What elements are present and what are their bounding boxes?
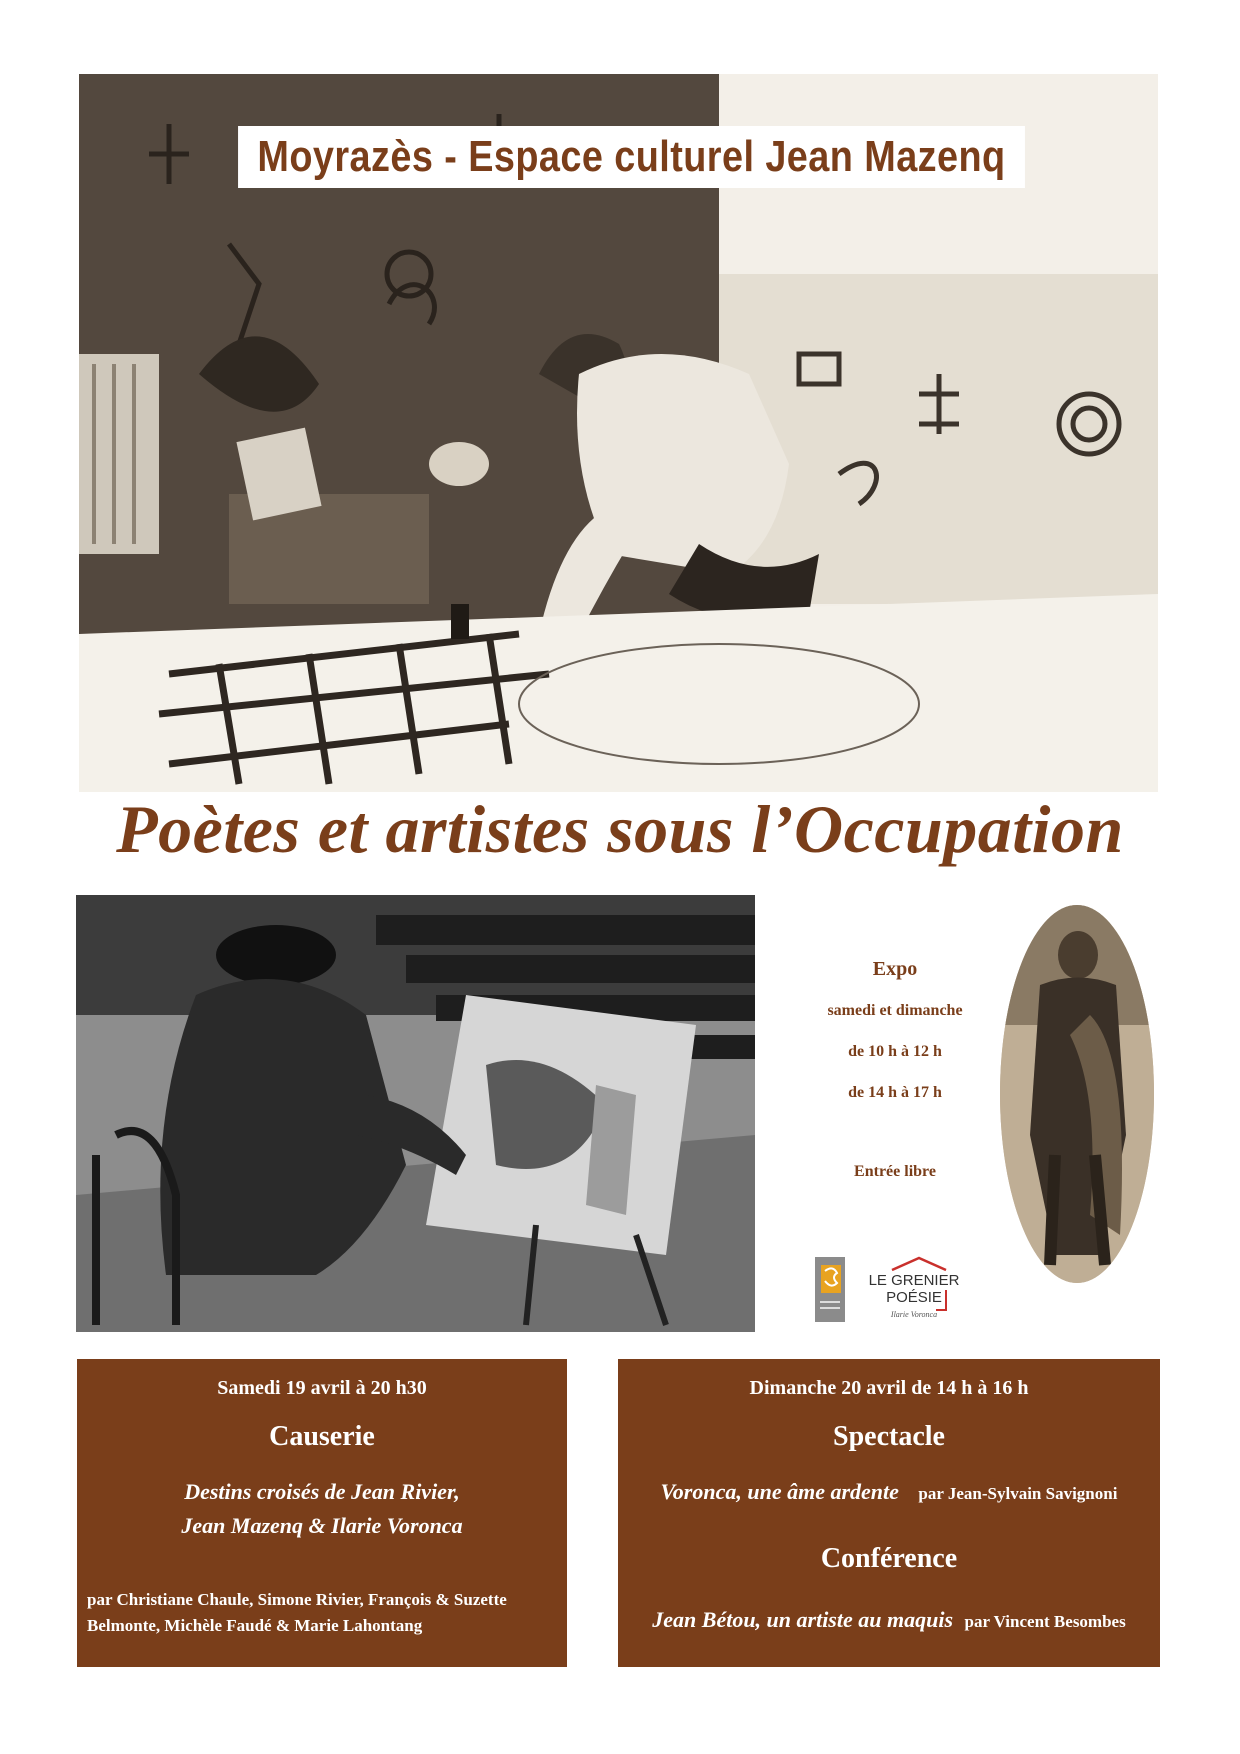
sunday-date: Dimanche 20 avril de 14 h à 16 h — [749, 1377, 1029, 1399]
expo-hours-afternoon: de 14 h à 17 h — [848, 1084, 942, 1101]
saturday-date: Samedi 19 avril à 20 h30 — [217, 1377, 427, 1399]
sunday-event1-by: par Jean-Sylvain Savignoni — [918, 1484, 1118, 1503]
sunday-event2-title: Jean Bétou, un artiste au maquis — [652, 1607, 954, 1632]
walking-man-portrait — [1000, 905, 1154, 1283]
le-grenier-poesie-logo — [864, 1256, 964, 1326]
sunday-event1-title: Voronca, une âme ardente — [660, 1479, 899, 1504]
sunday-panel — [618, 1359, 1160, 1667]
sunday-event2-by: par Vincent Besombes — [964, 1612, 1126, 1631]
saturday-panel — [77, 1359, 567, 1667]
sunday-event1: Spectacle — [833, 1421, 945, 1452]
expo-days: samedi et dimanche — [827, 1002, 963, 1019]
sunday-event2: Conférence — [820, 1543, 958, 1574]
venue-title: Moyrazès - Espace culturel Jean Mazenq — [238, 126, 1025, 188]
painter-at-easel-photo — [76, 895, 755, 1332]
expo-info — [780, 958, 1010, 1181]
main-title: Poètes et artistes sous l’Occupation — [116, 791, 1124, 867]
sunday-event2-line — [618, 1607, 1160, 1633]
logo-text-line2: POÉSIE — [886, 1289, 942, 1306]
saturday-speakers — [87, 1587, 557, 1639]
saturday-subtitle-line2: Jean Mazenq & Ilarie Voronca — [181, 1513, 463, 1538]
entry-free: Entrée libre — [854, 1163, 936, 1180]
sunday-event1-line — [618, 1479, 1160, 1505]
saturday-event: Causerie — [269, 1421, 375, 1452]
saturday-subtitle-line1: Destins croisés de Jean Rivier, — [184, 1479, 460, 1504]
saturday-speakers-line1: par Christiane Chaule, Simone Rivier, François & Suzette — [87, 1590, 507, 1609]
logo-subtitle: Ilarie Voronca — [890, 1310, 938, 1319]
logo-text-line1: LE GRENIER — [868, 1272, 960, 1289]
expo-hours-morning: de 10 h à 12 h — [848, 1043, 942, 1060]
municipal-logo — [815, 1257, 845, 1322]
saturday-speakers-line2: Belmonte, Michèle Faudé & Marie Lahontang — [87, 1616, 423, 1635]
expo-label: Expo — [872, 958, 918, 980]
